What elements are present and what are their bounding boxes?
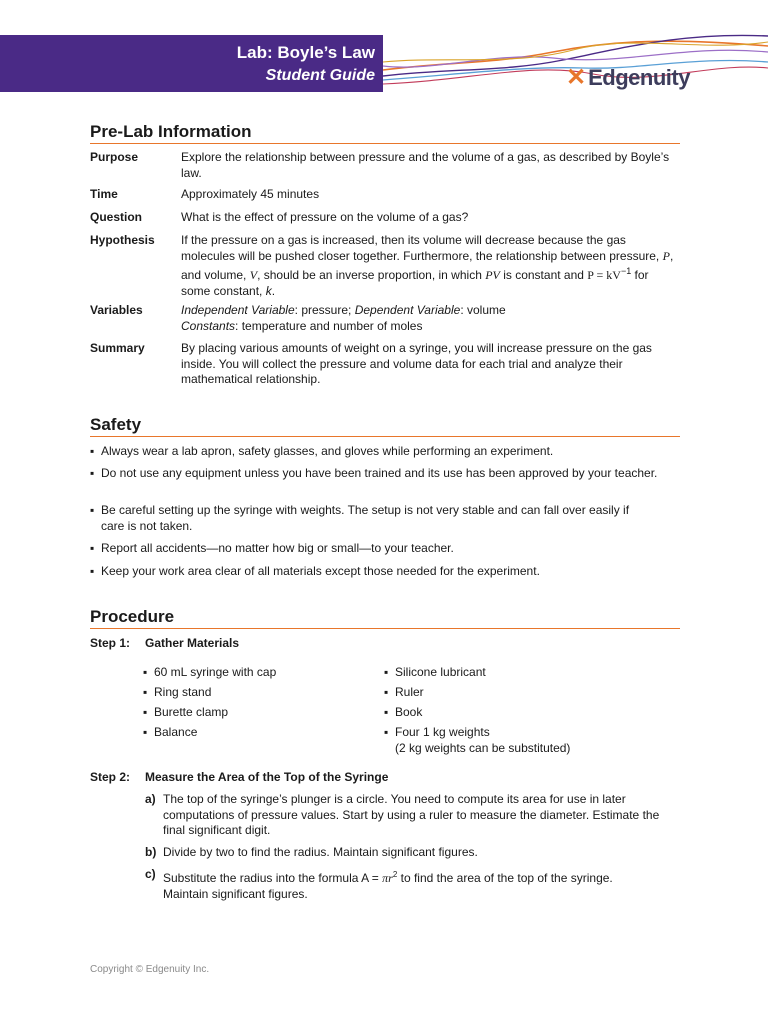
- safety-heading: Safety: [90, 415, 142, 434]
- bullet-icon: ▪: [143, 685, 148, 699]
- bullet-icon: ▪: [90, 541, 95, 555]
- hypothesis-text: If the pressure on a gas is increased, then its volume will decrease because the gas molecules will be pushed closer together. Furthermore, the relationship between pressure, P, and volume, V, should be an inverse proportion, in which PV is constant and $P = kV^{-1}$ for some constant, k.: [181, 233, 674, 298]
- question-text: What is the effect of pressure on the volume of a gas?: [181, 210, 469, 224]
- bullet-icon: ▪: [143, 705, 148, 719]
- bullet-icon: ▪: [384, 705, 389, 719]
- bullet-icon: ▪: [384, 725, 389, 739]
- edgenuity-x-icon: ✕: [566, 64, 587, 91]
- step-number: Step 1:: [90, 636, 131, 650]
- logo-wordmark: Edgenuity: [588, 65, 690, 90]
- variables-label: Variables: [90, 303, 143, 317]
- step-title: Gather Materials: [145, 636, 240, 650]
- material-note: (2 kg weights can be substituted): [395, 740, 571, 755]
- safety-divider: [90, 436, 680, 437]
- procedure-heading: Procedure: [90, 607, 175, 626]
- purpose-label: Purpose: [90, 150, 139, 164]
- purpose-text: Explore the relationship between pressure and the volume of a gas, as described by Boyle’s law.: [181, 150, 670, 180]
- doc-subtitle: Student Guide: [265, 67, 375, 84]
- procedure-divider: [90, 628, 680, 629]
- time-text: Approximately 45 minutes: [181, 187, 320, 201]
- bullet-icon: ▪: [143, 665, 148, 679]
- copyright: Copyright © Edgenuity Inc.: [90, 964, 210, 975]
- bullet-icon: ▪: [143, 725, 148, 739]
- time-label: Time: [90, 187, 118, 201]
- step-number: Step 2:: [90, 770, 131, 784]
- summary-label: Summary: [90, 341, 145, 355]
- bullet-icon: ▪: [384, 665, 389, 679]
- bullet-icon: ▪: [90, 564, 95, 578]
- prelab-heading: Pre-Lab Information: [90, 122, 252, 141]
- summary-text: By placing various amounts of weight on a syringe, you will increase pressure on the gas inside. You will collect the pressure and volume data for each trial and analyze their mathematical relationship.: [181, 341, 652, 386]
- prelab-divider: [90, 143, 680, 144]
- hypothesis-label: Hypothesis: [90, 233, 155, 247]
- step-title: Measure the Area of the Top of the Syringe: [145, 770, 389, 784]
- bullet-icon: ▪: [90, 466, 95, 480]
- bullet-icon: ▪: [90, 444, 95, 458]
- edgenuity-logo: [566, 66, 690, 90]
- bullet-icon: ▪: [384, 685, 389, 699]
- variables-text: Independent Variable: pressure; Dependent Variable: volume Constants: temperature and number of moles: [181, 303, 506, 333]
- header-banner: [0, 35, 383, 92]
- doc-title: Lab: Boyle’s Law: [236, 43, 375, 62]
- question-label: Question: [90, 210, 143, 224]
- bullet-icon: ▪: [90, 503, 95, 517]
